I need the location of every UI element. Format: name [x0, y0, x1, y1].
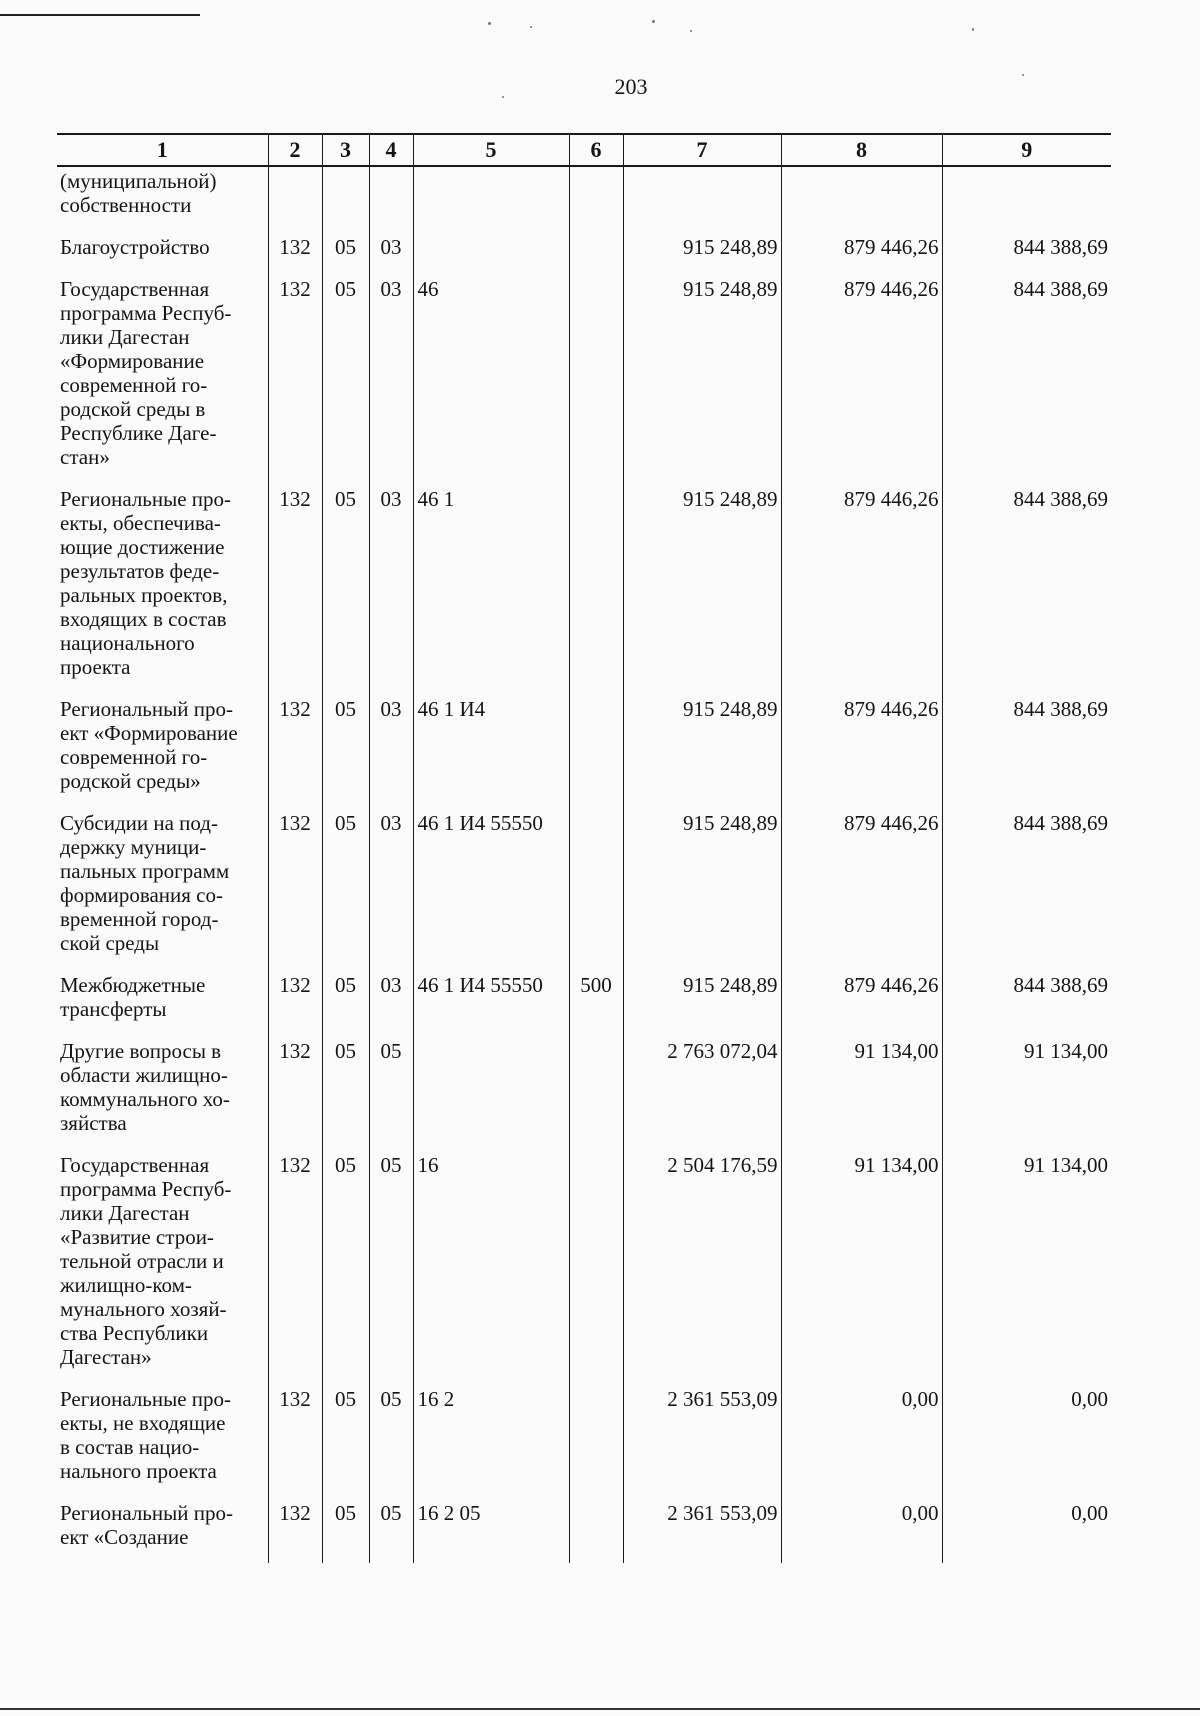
amount-col8-text: 0,00 [901, 1387, 939, 1411]
section-code-cell [322, 231, 369, 273]
amount-col8-cell [781, 969, 942, 1035]
expense-type-cell [569, 969, 623, 1035]
amount-col7-cell [623, 693, 781, 807]
section-code-text: 05 [335, 1039, 356, 1063]
section-code-text: 05 [335, 1153, 356, 1177]
row-name-text: Региональный про- ект «Создание [60, 1501, 233, 1549]
ministry-code-text: 132 [279, 811, 311, 835]
row-name-text: Благоустройство [60, 235, 210, 259]
column-header-1: 1 [57, 134, 268, 166]
target-item-text: 46 1 И4 55550 [417, 811, 543, 835]
amount-col8-text: 879 446,26 [844, 973, 939, 997]
target-item-cell [413, 693, 569, 807]
ministry-code-text: 132 [279, 697, 311, 721]
target-item-cell [413, 807, 569, 969]
section-code-text: 05 [335, 973, 356, 997]
expense-type-text: 500 [580, 973, 612, 997]
target-item-text: 16 2 [417, 1387, 455, 1411]
column-header-2: 2 [268, 134, 322, 166]
amount-col9-text: 91 134,00 [1024, 1153, 1108, 1177]
amount-col9-text: 0,00 [1071, 1387, 1108, 1411]
amount-col9-text: 91 134,00 [1024, 1039, 1108, 1063]
row-name-cell [57, 1497, 268, 1563]
section-code-text: 05 [335, 277, 356, 301]
subsection-code-cell [369, 807, 413, 969]
amount-col9-cell [942, 693, 1111, 807]
row-name-text: Государственная программа Респуб- лики Дагестан «Развитие строи- тельной отрасли и жилищно-ком- мунального хозяй- ства Республики Дагестан» [60, 1153, 232, 1369]
row-name-cell [57, 807, 268, 969]
expense-type-cell [569, 807, 623, 969]
subsection-code-text: 03 [380, 487, 402, 511]
amount-col7-text: 915 248,89 [683, 811, 778, 835]
scan-speck [652, 20, 655, 23]
section-code-cell [322, 1149, 369, 1383]
row-name-cell [57, 483, 268, 693]
target-item-text: 16 2 05 [417, 1501, 481, 1525]
table-row [57, 1149, 1111, 1383]
column-header-3: 3 [322, 134, 369, 166]
table-row [57, 1497, 1111, 1563]
subsection-code-cell [369, 483, 413, 693]
amount-col7-cell [623, 969, 781, 1035]
expense-type-cell [569, 166, 623, 231]
amount-col7-cell [623, 1149, 781, 1383]
ministry-code-cell [268, 969, 322, 1035]
amount-col8-cell [781, 231, 942, 273]
row-name-text: Региональные про- екты, не входящие в состав нацио- нального проекта [60, 1387, 232, 1483]
section-code-cell [322, 166, 369, 231]
target-item-cell [413, 483, 569, 693]
expense-type-cell [569, 273, 623, 483]
row-name-text: Межбюджетные трансферты [60, 973, 206, 1021]
row-name-cell [57, 273, 268, 483]
subsection-code-text: 03 [380, 697, 402, 721]
section-code-cell [322, 483, 369, 693]
amount-col9-cell [942, 231, 1111, 273]
table-row [57, 969, 1111, 1035]
amount-col7-cell [623, 807, 781, 969]
row-name-text: Государственная программа Респуб- лики Дагестан «Формирование современной го- родской среды в Республике Даге- стан» [60, 277, 232, 469]
ministry-code-cell [268, 231, 322, 273]
amount-col7-text: 915 248,89 [683, 973, 778, 997]
amount-col9-cell [942, 1497, 1111, 1563]
amount-col7-text: 915 248,89 [683, 697, 778, 721]
target-item-text: 16 [417, 1153, 439, 1177]
row-name-text: Региональный про- ект «Формирование современной го- родской среды» [60, 697, 238, 793]
section-code-text: 05 [335, 697, 356, 721]
amount-col7-cell [623, 1035, 781, 1149]
ministry-code-cell [268, 483, 322, 693]
row-name-cell [57, 1149, 268, 1383]
row-name-cell [57, 969, 268, 1035]
table-row [57, 807, 1111, 969]
row-name-text: Другие вопросы в области жилищно- коммунального хо- зяйства [60, 1039, 230, 1135]
target-item-text: 46 1 И4 55550 [417, 973, 543, 997]
target-item-text: 46 1 И4 [417, 697, 486, 721]
subsection-code-cell [369, 1035, 413, 1149]
scan-speck [690, 30, 692, 32]
column-header-4: 4 [369, 134, 413, 166]
amount-col7-text: 915 248,89 [683, 277, 778, 301]
amount-col7-text: 2 763 072,04 [667, 1039, 778, 1063]
subsection-code-cell [369, 693, 413, 807]
section-code-text: 05 [335, 235, 356, 259]
target-item-cell [413, 166, 569, 231]
amount-col9-cell [942, 1383, 1111, 1497]
table-row [57, 693, 1111, 807]
ministry-code-text: 132 [279, 1387, 311, 1411]
amount-col9-text: 844 388,69 [1013, 487, 1108, 511]
amount-col7-cell [623, 1383, 781, 1497]
amount-col8-text: 879 446,26 [844, 811, 939, 835]
amount-col9-text: 844 388,69 [1013, 697, 1108, 721]
scan-speck [488, 22, 491, 25]
amount-col9-cell [942, 807, 1111, 969]
section-code-cell [322, 1497, 369, 1563]
target-item-cell [413, 1497, 569, 1563]
column-header-8: 8 [781, 134, 942, 166]
section-code-cell [322, 273, 369, 483]
ministry-code-cell [268, 1383, 322, 1497]
ministry-code-text: 132 [279, 487, 311, 511]
amount-col8-text: 879 446,26 [844, 235, 939, 259]
amount-col7-cell [623, 483, 781, 693]
target-item-cell [413, 1383, 569, 1497]
subsection-code-text: 03 [380, 235, 402, 259]
table-row [57, 166, 1111, 231]
amount-col8-cell [781, 483, 942, 693]
amount-col8-cell [781, 1035, 942, 1149]
ministry-code-text: 132 [279, 1501, 311, 1525]
target-item-cell [413, 969, 569, 1035]
amount-col8-cell [781, 1497, 942, 1563]
ministry-code-cell [268, 1149, 322, 1383]
row-name-text: (муниципальной) собственности [60, 169, 217, 217]
amount-col9-cell [942, 1035, 1111, 1149]
scan-bottom-rule [0, 1708, 1200, 1710]
table-row [57, 273, 1111, 483]
expense-type-cell [569, 1383, 623, 1497]
ministry-code-text: 132 [279, 973, 311, 997]
target-item-cell [413, 231, 569, 273]
section-code-text: 05 [335, 1501, 356, 1525]
target-item-cell [413, 1149, 569, 1383]
row-name-cell [57, 693, 268, 807]
amount-col8-cell [781, 166, 942, 231]
row-name-cell [57, 1035, 268, 1149]
subsection-code-text: 05 [380, 1039, 402, 1063]
expense-type-cell [569, 693, 623, 807]
subsection-code-cell [369, 969, 413, 1035]
amount-col7-cell [623, 1497, 781, 1563]
amount-col8-cell [781, 693, 942, 807]
expense-type-cell [569, 1497, 623, 1563]
column-header-5: 5 [413, 134, 569, 166]
amount-col9-text: 844 388,69 [1013, 811, 1108, 835]
target-item-text: 46 1 [417, 487, 455, 511]
amount-col8-text: 91 134,00 [854, 1039, 939, 1063]
expense-type-cell [569, 483, 623, 693]
section-code-cell [322, 693, 369, 807]
budget-table [57, 133, 1111, 1563]
subsection-code-cell [369, 1497, 413, 1563]
target-item-cell [413, 1035, 569, 1149]
amount-col7-text: 915 248,89 [683, 487, 778, 511]
ministry-code-text: 132 [279, 1153, 311, 1177]
table-body [57, 166, 1111, 1563]
scan-speck [530, 26, 532, 28]
subsection-code-text: 03 [380, 277, 402, 301]
amount-col8-text: 879 446,26 [844, 697, 939, 721]
amount-col8-cell [781, 1149, 942, 1383]
column-header-9: 9 [942, 134, 1111, 166]
amount-col7-cell [623, 273, 781, 483]
ministry-code-text: 132 [279, 235, 311, 259]
table-row [57, 231, 1111, 273]
row-name-cell [57, 1383, 268, 1497]
column-header-6: 6 [569, 134, 623, 166]
expense-type-cell [569, 1149, 623, 1383]
amount-col8-cell [781, 807, 942, 969]
subsection-code-cell [369, 273, 413, 483]
header-row [57, 134, 1111, 166]
row-name-cell [57, 166, 268, 231]
amount-col8-text: 879 446,26 [844, 277, 939, 301]
expense-type-cell [569, 231, 623, 273]
page-number: 203 [614, 74, 648, 99]
section-code-cell [322, 807, 369, 969]
amount-col9-text: 844 388,69 [1013, 235, 1108, 259]
row-name-text: Субсидии на под- держку муници- пальных программ формирования со- временной город- ской среды [60, 811, 230, 955]
amount-col7-text: 2 361 553,09 [667, 1387, 778, 1411]
subsection-code-cell [369, 231, 413, 273]
subsection-code-text: 03 [380, 811, 402, 835]
column-header-7: 7 [623, 134, 781, 166]
section-code-text: 05 [335, 1387, 356, 1411]
section-code-text: 05 [335, 811, 356, 835]
section-code-cell [322, 1035, 369, 1149]
amount-col7-text: 2 361 553,09 [667, 1501, 778, 1525]
table-row [57, 483, 1111, 693]
ministry-code-text: 132 [279, 1039, 311, 1063]
subsection-code-text: 05 [380, 1501, 402, 1525]
section-code-cell [322, 969, 369, 1035]
row-name-cell [57, 231, 268, 273]
subsection-code-text: 05 [380, 1153, 402, 1177]
amount-col7-text: 915 248,89 [683, 235, 778, 259]
amount-col9-text: 844 388,69 [1013, 277, 1108, 301]
ministry-code-cell [268, 807, 322, 969]
amount-col9-text: 0,00 [1071, 1501, 1108, 1525]
subsection-code-cell [369, 166, 413, 231]
table-row [57, 1035, 1111, 1149]
target-item-text: 46 [417, 277, 439, 301]
amount-col9-cell [942, 483, 1111, 693]
section-code-cell [322, 1383, 369, 1497]
scan-speck [972, 28, 974, 31]
subsection-code-text: 03 [380, 973, 402, 997]
amount-col9-text: 844 388,69 [1013, 973, 1108, 997]
amount-col8-text: 0,00 [901, 1501, 939, 1525]
amount-col9-cell [942, 1149, 1111, 1383]
ministry-code-cell [268, 1497, 322, 1563]
ministry-code-cell [268, 273, 322, 483]
subsection-code-text: 05 [380, 1387, 402, 1411]
amount-col8-cell [781, 1383, 942, 1497]
section-code-text: 05 [335, 487, 356, 511]
table-row [57, 1383, 1111, 1497]
amount-col8-text: 879 446,26 [844, 487, 939, 511]
ministry-code-cell [268, 693, 322, 807]
amount-col9-cell [942, 969, 1111, 1035]
subsection-code-cell [369, 1149, 413, 1383]
row-name-text: Региональные про- екты, обеспечива- ющие достижение результатов феде- ральных проектов, входящих в состав национального проекта [60, 487, 232, 679]
amount-col8-text: 91 134,00 [854, 1153, 939, 1177]
subsection-code-cell [369, 1383, 413, 1497]
amount-col8-cell [781, 273, 942, 483]
amount-col9-cell [942, 166, 1111, 231]
ministry-code-text: 132 [279, 277, 311, 301]
ministry-code-cell [268, 1035, 322, 1149]
target-item-cell [413, 273, 569, 483]
amount-col7-cell [623, 166, 781, 231]
amount-col9-cell [942, 273, 1111, 483]
scan-top-rule [0, 14, 200, 16]
amount-col7-cell [623, 231, 781, 273]
amount-col7-text: 2 504 176,59 [667, 1153, 778, 1177]
expense-type-cell [569, 1035, 623, 1149]
ministry-code-cell [268, 166, 322, 231]
